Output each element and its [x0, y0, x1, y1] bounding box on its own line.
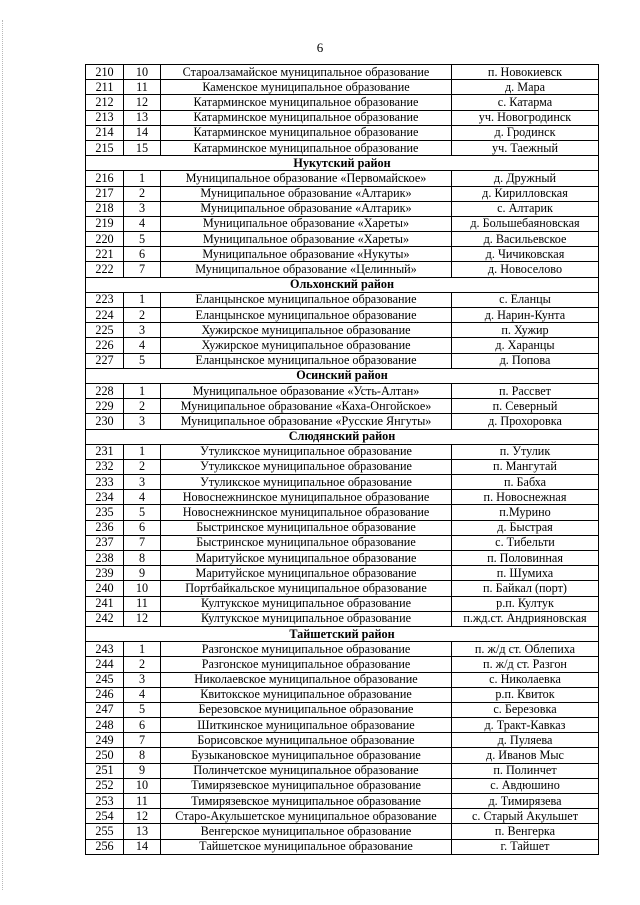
- settlement-name: с. Еланцы: [452, 292, 599, 307]
- settlement-name: д. Иванов Мыс: [452, 748, 599, 763]
- table-row: [86, 490, 599, 505]
- table-row: [86, 839, 599, 854]
- municipality-name: Николаевское муниципальное образование: [161, 672, 452, 687]
- row-number: 219: [86, 216, 124, 231]
- row-index-in-district: 5: [124, 702, 161, 717]
- settlement-name: д. Быстрая: [452, 520, 599, 535]
- table-row: [86, 459, 599, 474]
- row-number: 251: [86, 763, 124, 778]
- row-index-in-district: 3: [124, 475, 161, 490]
- settlement-name: д. Тракт-Кавказ: [452, 718, 599, 733]
- municipality-name: Разгонское муниципальное образование: [161, 642, 452, 657]
- settlement-name: п. Шумиха: [452, 566, 599, 581]
- row-index-in-district: 2: [124, 186, 161, 201]
- row-number: 213: [86, 110, 124, 125]
- municipality-name: Хужирское муниципальное образование: [161, 338, 452, 353]
- row-index-in-district: 2: [124, 657, 161, 672]
- district-name: Нукутский район: [86, 156, 599, 171]
- settlement-name: с. Авдюшино: [452, 778, 599, 793]
- table-row: [86, 216, 599, 231]
- settlement-name: п.Мурино: [452, 505, 599, 520]
- row-number: 231: [86, 444, 124, 459]
- row-index-in-district: 5: [124, 505, 161, 520]
- row-index-in-district: 10: [124, 65, 161, 80]
- municipality-name: Муниципальное образование «Хареты»: [161, 216, 452, 231]
- row-number: 250: [86, 748, 124, 763]
- table-row: [86, 763, 599, 778]
- municipality-name: Муниципальное образование «Алтарик»: [161, 201, 452, 216]
- settlement-name: р.п. Квиток: [452, 687, 599, 702]
- municipality-name: Быстринское муниципальное образование: [161, 535, 452, 550]
- district-name: Осинский район: [86, 368, 599, 383]
- settlement-name: д. Васильевское: [452, 232, 599, 247]
- row-index-in-district: 6: [124, 718, 161, 733]
- table-row: [86, 551, 599, 566]
- table-row: [86, 323, 599, 338]
- municipality-name: Бузыкановское муниципальное образование: [161, 748, 452, 763]
- table-row: [86, 535, 599, 550]
- table-row: [86, 657, 599, 672]
- table-row: [86, 642, 599, 657]
- row-index-in-district: 1: [124, 642, 161, 657]
- settlement-name: п. Хужир: [452, 323, 599, 338]
- table-row: [86, 247, 599, 262]
- row-index-in-district: 4: [124, 687, 161, 702]
- municipality-name: Хужирское муниципальное образование: [161, 323, 452, 338]
- row-index-in-district: 8: [124, 551, 161, 566]
- row-index-in-district: 15: [124, 140, 161, 155]
- row-index-in-district: 9: [124, 763, 161, 778]
- district-header-row: [86, 156, 599, 171]
- row-index-in-district: 3: [124, 323, 161, 338]
- municipality-name: Култукское муниципальное образование: [161, 611, 452, 626]
- margin-dots: [2, 20, 5, 890]
- table-row: [86, 232, 599, 247]
- table-row: [86, 581, 599, 596]
- table-row: [86, 140, 599, 155]
- table-row: [86, 505, 599, 520]
- row-number: 222: [86, 262, 124, 277]
- municipality-name: Муниципальное образование «Каха-Онгойское»: [161, 399, 452, 414]
- table-row: [86, 65, 599, 80]
- row-number: 245: [86, 672, 124, 687]
- municipality-name: Катарминское муниципальное образование: [161, 110, 452, 125]
- municipality-name: Разгонское муниципальное образование: [161, 657, 452, 672]
- settlement-name: д. Прохоровка: [452, 414, 599, 429]
- municipality-name: Еланцынское муниципальное образование: [161, 353, 452, 368]
- municipality-name: Каменское муниципальное образование: [161, 80, 452, 95]
- municipality-name: Катарминское муниципальное образование: [161, 140, 452, 155]
- row-index-in-district: 5: [124, 232, 161, 247]
- settlement-name: п. Байкал (порт): [452, 581, 599, 596]
- municipality-name: Еланцынское муниципальное образование: [161, 308, 452, 323]
- row-index-in-district: 8: [124, 748, 161, 763]
- table-row: [86, 596, 599, 611]
- row-number: 221: [86, 247, 124, 262]
- settlement-name: п. Рассвет: [452, 383, 599, 398]
- settlement-name: д. Большебаяновская: [452, 216, 599, 231]
- row-index-in-district: 11: [124, 794, 161, 809]
- row-number: 241: [86, 596, 124, 611]
- row-index-in-district: 3: [124, 201, 161, 216]
- row-index-in-district: 2: [124, 308, 161, 323]
- row-index-in-district: 1: [124, 292, 161, 307]
- table-row: [86, 444, 599, 459]
- row-number: 229: [86, 399, 124, 414]
- row-number: 235: [86, 505, 124, 520]
- row-index-in-district: 12: [124, 809, 161, 824]
- table-row: [86, 672, 599, 687]
- municipality-name: Квитокское муниципальное образование: [161, 687, 452, 702]
- table-row: [86, 611, 599, 626]
- settlement-name: п. ж/д ст. Разгон: [452, 657, 599, 672]
- settlement-name: д. Попова: [452, 353, 599, 368]
- row-index-in-district: 3: [124, 672, 161, 687]
- row-index-in-district: 6: [124, 247, 161, 262]
- row-number: 248: [86, 718, 124, 733]
- row-index-in-district: 7: [124, 733, 161, 748]
- municipality-name: Еланцынское муниципальное образование: [161, 292, 452, 307]
- row-number: 225: [86, 323, 124, 338]
- settlement-name: п.жд.ст. Андрияновская: [452, 611, 599, 626]
- row-number: 237: [86, 535, 124, 550]
- municipality-name: Култукское муниципальное образование: [161, 596, 452, 611]
- row-index-in-district: 2: [124, 399, 161, 414]
- settlement-name: п. Венгерка: [452, 824, 599, 839]
- table-row: [86, 809, 599, 824]
- settlement-name: д. Кирилловская: [452, 186, 599, 201]
- row-number: 249: [86, 733, 124, 748]
- settlement-name: п. Мангутай: [452, 459, 599, 474]
- row-number: 230: [86, 414, 124, 429]
- municipality-name: Муниципальное образование «Алтарик»: [161, 186, 452, 201]
- table-row: [86, 125, 599, 140]
- settlement-name: д. Нарин-Кунта: [452, 308, 599, 323]
- row-number: 228: [86, 383, 124, 398]
- municipality-name: Катарминское муниципальное образование: [161, 95, 452, 110]
- municipality-name: Утуликское муниципальное образование: [161, 444, 452, 459]
- settlement-name: п. Утулик: [452, 444, 599, 459]
- settlement-name: п. Бабха: [452, 475, 599, 490]
- district-name: Тайшетский район: [86, 626, 599, 641]
- table-row: [86, 520, 599, 535]
- district-header-row: [86, 368, 599, 383]
- row-index-in-district: 10: [124, 581, 161, 596]
- row-number: 218: [86, 201, 124, 216]
- settlement-name: с. Тибельти: [452, 535, 599, 550]
- table-row: [86, 110, 599, 125]
- row-number: 255: [86, 824, 124, 839]
- municipality-name: Березовское муниципальное образование: [161, 702, 452, 717]
- municipality-name: Муниципальное образование «Усть-Алтан»: [161, 383, 452, 398]
- municipality-name: Утуликское муниципальное образование: [161, 459, 452, 474]
- row-number: 239: [86, 566, 124, 581]
- settlement-name: д. Харанцы: [452, 338, 599, 353]
- row-index-in-district: 13: [124, 824, 161, 839]
- municipality-name: Муниципальное образование «Нукуты»: [161, 247, 452, 262]
- row-number: 243: [86, 642, 124, 657]
- row-index-in-district: 7: [124, 262, 161, 277]
- settlement-name: п. Новокиевск: [452, 65, 599, 80]
- row-number: 226: [86, 338, 124, 353]
- municipality-name: Тимирязевское муниципальное образование: [161, 794, 452, 809]
- table-row: [86, 566, 599, 581]
- table-row: [86, 383, 599, 398]
- settlement-name: д. Новоселово: [452, 262, 599, 277]
- settlement-name: р.п. Култук: [452, 596, 599, 611]
- table-row: [86, 748, 599, 763]
- row-number: 227: [86, 353, 124, 368]
- settlement-name: п. Новоснежная: [452, 490, 599, 505]
- settlement-name: д. Дружный: [452, 171, 599, 186]
- district-header-row: [86, 626, 599, 641]
- municipality-name: Тайшетское муниципальное образование: [161, 839, 452, 854]
- row-index-in-district: 5: [124, 353, 161, 368]
- table-row: [86, 414, 599, 429]
- row-number: 236: [86, 520, 124, 535]
- settlement-name: п. Полинчет: [452, 763, 599, 778]
- row-index-in-district: 1: [124, 444, 161, 459]
- table-row: [86, 794, 599, 809]
- page-number: 6: [316, 40, 324, 55]
- row-number: 233: [86, 475, 124, 490]
- row-number: 234: [86, 490, 124, 505]
- row-number: 214: [86, 125, 124, 140]
- row-number: 217: [86, 186, 124, 201]
- row-number: 232: [86, 459, 124, 474]
- row-index-in-district: 7: [124, 535, 161, 550]
- settlement-name: с. Николаевка: [452, 672, 599, 687]
- row-number: 212: [86, 95, 124, 110]
- settlement-name: п. Половинная: [452, 551, 599, 566]
- settlement-name: д. Тимирязева: [452, 794, 599, 809]
- row-number: 256: [86, 839, 124, 854]
- row-number: 254: [86, 809, 124, 824]
- table-row: [86, 702, 599, 717]
- municipality-name: Маритуйское муниципальное образование: [161, 551, 452, 566]
- row-index-in-district: 2: [124, 459, 161, 474]
- municipality-name: Муниципальное образование «Целинный»: [161, 262, 452, 277]
- table-row: [86, 824, 599, 839]
- district-header-row: [86, 429, 599, 444]
- settlement-name: уч. Таежный: [452, 140, 599, 155]
- table-row: [86, 338, 599, 353]
- municipality-name: Полинчетское муниципальное образование: [161, 763, 452, 778]
- row-index-in-district: 9: [124, 566, 161, 581]
- table-row: [86, 262, 599, 277]
- row-index-in-district: 12: [124, 95, 161, 110]
- row-index-in-district: 4: [124, 490, 161, 505]
- row-number: 238: [86, 551, 124, 566]
- table-row: [86, 353, 599, 368]
- municipality-name: Быстринское муниципальное образование: [161, 520, 452, 535]
- municipality-name: Староалзамайское муниципальное образование: [161, 65, 452, 80]
- row-index-in-district: 1: [124, 171, 161, 186]
- district-name: Слюдянский район: [86, 429, 599, 444]
- row-number: 240: [86, 581, 124, 596]
- settlement-name: п. ж/д ст. Облепиха: [452, 642, 599, 657]
- row-number: 244: [86, 657, 124, 672]
- row-number: 210: [86, 65, 124, 80]
- table-row: [86, 308, 599, 323]
- row-index-in-district: 11: [124, 596, 161, 611]
- settlement-name: д. Мара: [452, 80, 599, 95]
- row-index-in-district: 1: [124, 383, 161, 398]
- municipality-name: Муниципальное образование «Русские Янгуты»: [161, 414, 452, 429]
- settlement-name: уч. Новогродинск: [452, 110, 599, 125]
- settlement-name: с. Березовка: [452, 702, 599, 717]
- settlement-name: п. Северный: [452, 399, 599, 414]
- row-index-in-district: 14: [124, 125, 161, 140]
- municipality-name: Утуликское муниципальное образование: [161, 475, 452, 490]
- municipality-name: Муниципальное образование «Хареты»: [161, 232, 452, 247]
- row-number: 253: [86, 794, 124, 809]
- table-row: [86, 171, 599, 186]
- municipality-name: Шиткинское муниципальное образование: [161, 718, 452, 733]
- row-number: 211: [86, 80, 124, 95]
- table-row: [86, 475, 599, 490]
- settlement-name: с. Алтарик: [452, 201, 599, 216]
- district-name: Ольхонский район: [86, 277, 599, 292]
- row-index-in-district: 14: [124, 839, 161, 854]
- row-number: 223: [86, 292, 124, 307]
- settlement-name: г. Тайшет: [452, 839, 599, 854]
- table-row: [86, 778, 599, 793]
- row-number: 246: [86, 687, 124, 702]
- row-index-in-district: 11: [124, 80, 161, 95]
- municipality-name: Муниципальное образование «Первомайское»: [161, 171, 452, 186]
- row-index-in-district: 4: [124, 338, 161, 353]
- settlements-table: [85, 64, 599, 855]
- row-index-in-district: 4: [124, 216, 161, 231]
- row-index-in-district: 10: [124, 778, 161, 793]
- settlement-name: д. Пуляева: [452, 733, 599, 748]
- table-row: [86, 733, 599, 748]
- table-row: [86, 399, 599, 414]
- row-number: 247: [86, 702, 124, 717]
- municipality-name: Тимирязевское муниципальное образование: [161, 778, 452, 793]
- municipality-name: Портбайкальское муниципальное образование: [161, 581, 452, 596]
- row-number: 220: [86, 232, 124, 247]
- settlement-name: д. Чичиковская: [452, 247, 599, 262]
- municipality-name: Новоснежнинское муниципальное образование: [161, 505, 452, 520]
- table-row: [86, 186, 599, 201]
- settlement-name: с. Старый Акульшет: [452, 809, 599, 824]
- table-row: [86, 718, 599, 733]
- municipality-name: Катарминское муниципальное образование: [161, 125, 452, 140]
- table-row: [86, 201, 599, 216]
- municipality-name: Венгерское муниципальное образование: [161, 824, 452, 839]
- row-index-in-district: 12: [124, 611, 161, 626]
- row-number: 215: [86, 140, 124, 155]
- municipality-name: Старо-Акульшетское муниципальное образование: [161, 809, 452, 824]
- row-number: 216: [86, 171, 124, 186]
- settlement-name: д. Гродинск: [452, 125, 599, 140]
- settlement-name: с. Катарма: [452, 95, 599, 110]
- row-number: 252: [86, 778, 124, 793]
- row-index-in-district: 3: [124, 414, 161, 429]
- row-index-in-district: 6: [124, 520, 161, 535]
- row-index-in-district: 13: [124, 110, 161, 125]
- municipality-name: Маритуйское муниципальное образование: [161, 566, 452, 581]
- table-row: [86, 292, 599, 307]
- row-number: 242: [86, 611, 124, 626]
- row-number: 224: [86, 308, 124, 323]
- municipality-name: Новоснежнинское муниципальное образование: [161, 490, 452, 505]
- table-row: [86, 95, 599, 110]
- district-header-row: [86, 277, 599, 292]
- municipality-name: Борисовское муниципальное образование: [161, 733, 452, 748]
- table-row: [86, 687, 599, 702]
- table-row: [86, 80, 599, 95]
